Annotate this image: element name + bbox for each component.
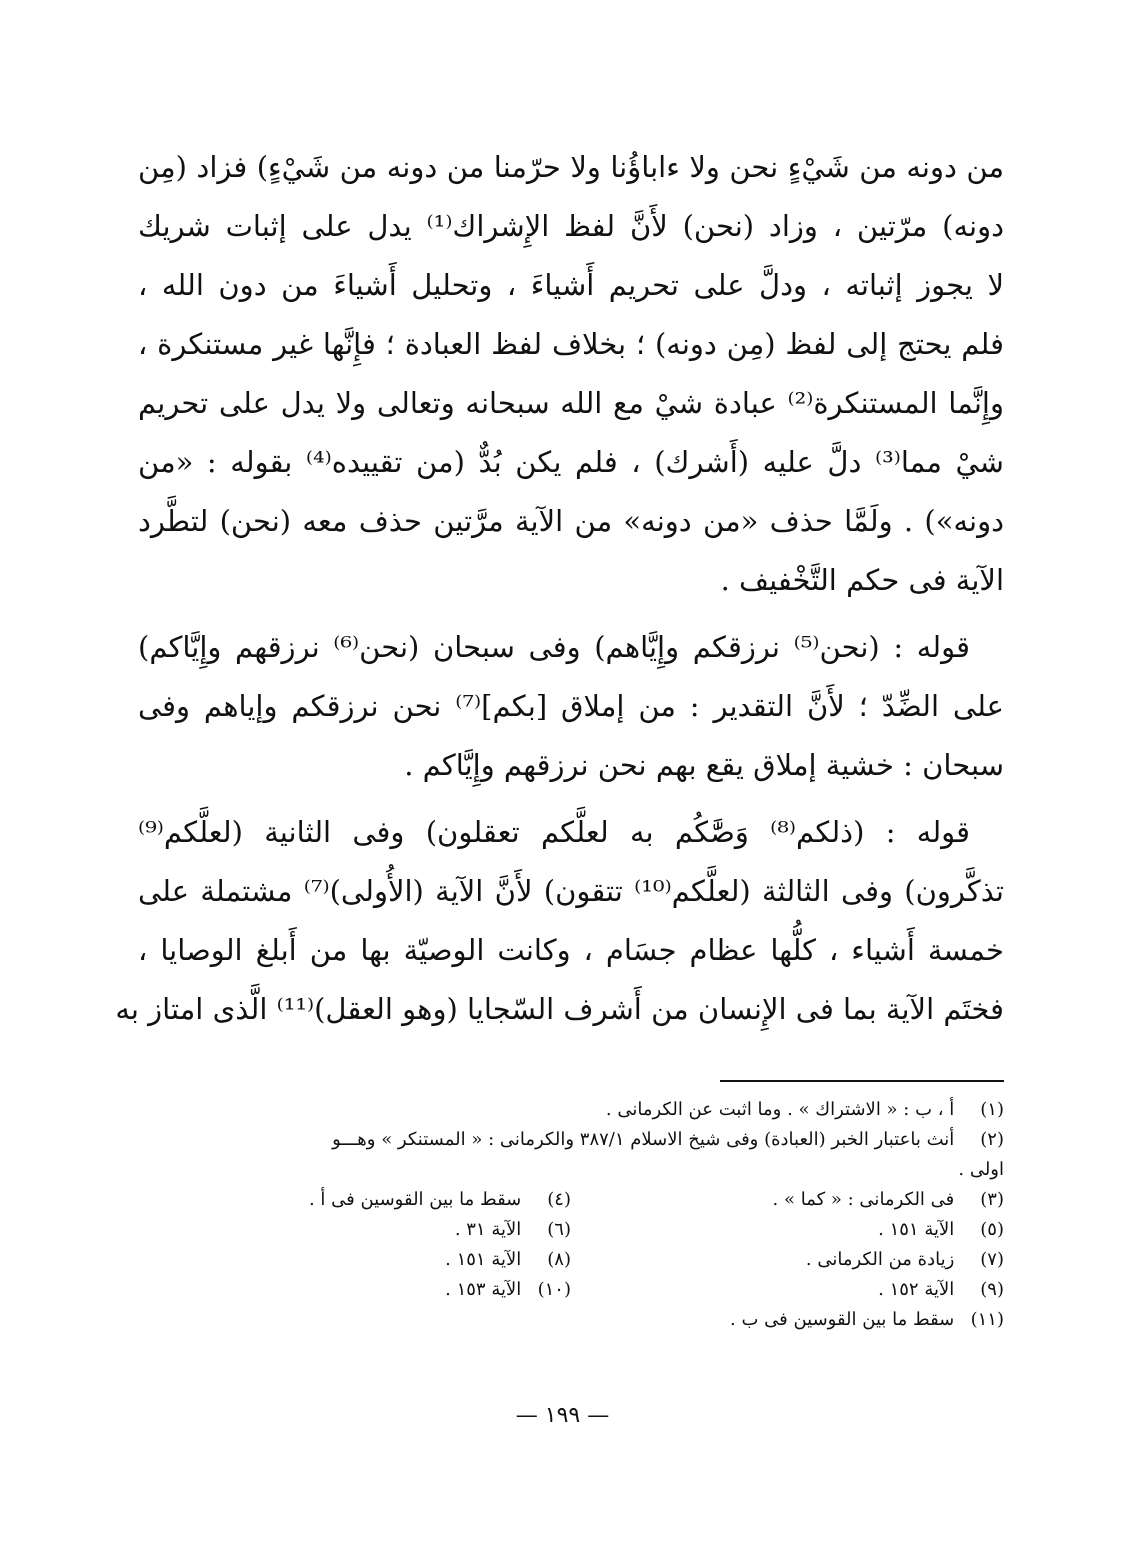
footnote-7	[571, 1245, 1004, 1275]
footnote-number: (١)	[980, 1099, 1004, 1120]
footnote-number: (٥)	[980, 1219, 1004, 1240]
footnote-text: أنث باعتبار الخبر (العبادة) وفى شيخ الاسلام ٣٨٧/١ والكرمانى : « المستنكر » وهـــو	[332, 1129, 955, 1150]
footnote-number: (٩)	[980, 1279, 1004, 1300]
footnote-11	[138, 1305, 1004, 1335]
footnote-2-continuation: اولى .	[958, 1159, 1004, 1180]
footnote-number: (١١)	[970, 1309, 1004, 1330]
text-line: خمسة أَشياء ، كلُّها عظام جسَام ، وكانت الوصيّة بها من أَبلغ الوصايا ،	[138, 933, 1004, 967]
text-line: لا يجوز إثباته ، ودلَّ على تحريم أَشياءَ ، وتحليل أَشياءَ من دون الله ،	[138, 268, 1004, 302]
footnote-number: (٤)	[547, 1189, 571, 1210]
text-line: فلم يحتج إلى لفظ (مِن دونه) ؛ بخلاف لفظ العبادة ؛ فإِنَّها غير مستنكرة ،	[138, 327, 1004, 361]
text-line: وإِنَّما المستنكرة⁽²⁾ عبادة شيْ مع الله سبحانه وتعالى ولا يدل على تحريم	[138, 386, 1004, 420]
footnote-2	[138, 1125, 1004, 1155]
footnote-9	[571, 1275, 1004, 1305]
footnote-number: (٣)	[980, 1189, 1004, 1210]
footnote-text: فى الكرمانى : « كما » .	[772, 1189, 955, 1210]
footnote-text: سقط ما بين القوسين فى أ .	[308, 1189, 522, 1210]
text-line: قوله : (نحن⁽⁵⁾ نرزقكم وإِيَّاهم) وفى سبحان (نحن⁽⁶⁾ نرزقهم وإِيَّاكم)	[138, 630, 970, 664]
text-line: سبحان : خشية إملاق يقع بهم نحن نرزقهم وإِيَّاكم .	[404, 748, 1004, 782]
footnote-text: زيادة من الكرمانى .	[805, 1249, 955, 1270]
footnote-text: الآية ١٥٢ .	[878, 1279, 955, 1300]
footnote-8	[138, 1245, 571, 1275]
text-line: دونه) مرّتين ، وزاد (نحن) لأَنَّ لفظ الإِشراك⁽¹⁾ يدل على إثبات شريك	[138, 209, 1005, 243]
text-line: على الضِّدّ ؛ لأَنَّ التقدير : من إملاق [بكم]⁽⁷⁾ نحن نرزقكم وإياهم وفى	[138, 689, 1004, 723]
footnote-row	[138, 1245, 1004, 1275]
footnote-text: أ ، ب : « الاشتراك » . وما اثبت عن الكرمانى .	[605, 1099, 955, 1120]
text-line: من دونه من شَيْءٍ نحن ولا ءاباؤُنا ولا حرّمنا من دونه من شَيْءٍ) فزاد (مِن	[138, 150, 1004, 184]
footnote-1	[138, 1095, 1004, 1125]
text-line: شيْ مما⁽³⁾ دلَّ عليه (أَشرك) ، فلم يكن بُدٌّ (من تقييده⁽⁴⁾ بقوله : «من	[138, 445, 1004, 479]
footnote-row	[138, 1275, 1004, 1305]
text-line: تذكَّرون) وفى الثالثة (لعلَّكم⁽¹⁰⁾ تتقون) لأَنَّ الآية (الأُولى)⁽⁷⁾ مشتملة على	[138, 874, 1004, 908]
footnote-5	[571, 1215, 1004, 1245]
footnote-text: الآية ١٥١ .	[445, 1249, 522, 1270]
text-line: دونه») . ولَمَّا حذف «من دونه» من الآية مرَّتين حذف معه (نحن) لتطَّرد	[138, 504, 1004, 538]
text-line: الآية فى حكم التَّخْفيف .	[720, 563, 1004, 597]
main-text	[115, 138, 1005, 1039]
footnote-number: (٦)	[547, 1219, 571, 1240]
footnote-number: (٧)	[980, 1249, 1004, 1270]
footnote-row	[138, 1215, 1004, 1245]
footnote-10	[138, 1275, 571, 1305]
footnote-text: سقط ما بين القوسين فى ب .	[730, 1309, 955, 1330]
footnote-text: الآية ١٥١ .	[878, 1219, 955, 1240]
footnote-row	[138, 1185, 1004, 1215]
footnote-text: الآية ٣١ .	[454, 1219, 522, 1240]
footnote-3	[571, 1185, 1004, 1215]
page-number: — ١٩٩ —	[515, 1403, 610, 1428]
footnotes	[138, 1095, 1004, 1335]
footnote-number: (١٠)	[537, 1279, 571, 1300]
footnote-number: (٨)	[547, 1249, 571, 1270]
text-line: قوله : (ذلكم⁽⁸⁾ وَصَّٰكُم به لعلَّكم تعقلون) وفى الثانية (لعلَّكم⁽⁹⁾	[138, 815, 970, 849]
footnote-text: الآية ١٥٣ .	[445, 1279, 522, 1300]
text-line: فختَم الآية بما فى الإِنسان من أَشرف السّجايا (وهو العقل)⁽¹¹⁾ الَّذى امتاز به	[115, 992, 1004, 1026]
footnote-divider	[720, 1080, 1004, 1082]
footnote-number: (٢)	[980, 1129, 1004, 1150]
footnote-6	[138, 1215, 571, 1245]
footnote-4	[138, 1185, 571, 1215]
